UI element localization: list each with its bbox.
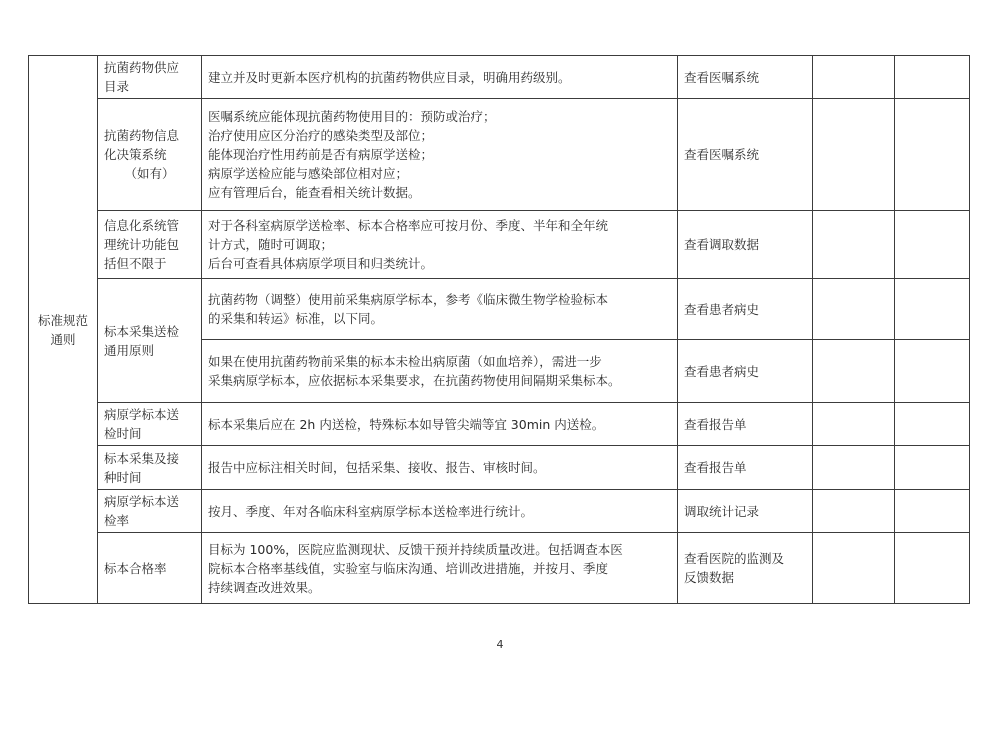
category-cell: 标准规范通则 <box>29 56 98 604</box>
requirement-cell: 按月、季度、年对各临床科室病原学标本送检率进行统计。 <box>202 490 678 533</box>
page-number: 4 <box>496 638 504 651</box>
empty-cell <box>895 211 970 279</box>
table-row <box>29 56 970 99</box>
empty-cell <box>813 490 895 533</box>
method-cell: 查看患者病史 <box>678 340 813 403</box>
empty-cell <box>895 56 970 99</box>
item-cell: 信息化系统管 理统计功能包 括但不限于 <box>98 211 202 279</box>
item-cell: 标本采集及接 种时间 <box>98 446 202 490</box>
requirement-cell: 标本采集后应在 2h 内送检，特殊标本如导管尖端等宜 30min 内送检。 <box>202 403 678 446</box>
requirement-cell: 抗菌药物（调整）使用前采集病原学标本，参考《临床微生物学检验标本 的采集和转运》标准，以下同。 <box>202 279 678 340</box>
item-cell: 抗菌药物信息 化决策系统 （如有） <box>98 99 202 211</box>
method-cell: 查看调取数据 <box>678 211 813 279</box>
table-row <box>29 403 970 446</box>
empty-cell <box>895 99 970 211</box>
table-row <box>29 490 970 533</box>
empty-cell <box>895 340 970 403</box>
method-cell: 查看医嘱系统 <box>678 56 813 99</box>
item-cell: 病原学标本送 检时间 <box>98 403 202 446</box>
empty-cell <box>813 279 895 340</box>
empty-cell <box>813 446 895 490</box>
empty-cell <box>895 446 970 490</box>
method-cell: 查看患者病史 <box>678 279 813 340</box>
method-cell: 查看医嘱系统 <box>678 99 813 211</box>
empty-cell <box>895 279 970 340</box>
table-row <box>29 211 970 279</box>
empty-cell <box>813 340 895 403</box>
requirement-cell: 对于各科室病原学送检率、标本合格率应可按月份、季度、半年和全年统 计方式，随时可调取； 后台可查看具体病原学项目和归类统计。 <box>202 211 678 279</box>
method-cell: 调取统计记录 <box>678 490 813 533</box>
empty-cell <box>813 533 895 604</box>
empty-cell <box>895 533 970 604</box>
requirement-cell: 建立并及时更新本医疗机构的抗菌药物供应目录，明确用药级别。 <box>202 56 678 99</box>
table-row <box>29 99 970 211</box>
empty-cell <box>895 403 970 446</box>
standards-table <box>28 55 970 604</box>
requirement-cell: 医嘱系统应能体现抗菌药物使用目的：预防或治疗； 治疗使用应区分治疗的感染类型及部位； 能体现治疗性用药前是否有病原学送检； 病原学送检应能与感染部位相对应； 应有管理后台，能查看相关统计数据。 <box>202 99 678 211</box>
method-cell: 查看报告单 <box>678 446 813 490</box>
requirement-cell: 目标为 100%，医院应监测现状、反馈干预并持续质量改进。包括调查本医 院标本合格率基线值，实验室与临床沟通、培训改进措施，并按月、季度 持续调查改进效果。 <box>202 533 678 604</box>
empty-cell <box>813 403 895 446</box>
table-row <box>29 279 970 340</box>
table-row <box>29 533 970 604</box>
requirement-cell: 报告中应标注相关时间，包括采集、接收、报告、审核时间。 <box>202 446 678 490</box>
empty-cell <box>813 99 895 211</box>
empty-cell <box>813 211 895 279</box>
item-cell: 抗菌药物供应 目录 <box>98 56 202 99</box>
item-cell: 标本合格率 <box>98 533 202 604</box>
empty-cell <box>813 56 895 99</box>
method-cell: 查看医院的监测及 反馈数据 <box>678 533 813 604</box>
method-cell: 查看报告单 <box>678 403 813 446</box>
item-cell: 标本采集送检 通用原则 <box>98 279 202 403</box>
requirement-cell: 如果在使用抗菌药物前采集的标本未检出病原菌（如血培养），需进一步 采集病原学标本，应依据标本采集要求，在抗菌药物使用间隔期采集标本。 <box>202 340 678 403</box>
item-cell: 病原学标本送 检率 <box>98 490 202 533</box>
table-row <box>29 446 970 490</box>
empty-cell <box>895 490 970 533</box>
